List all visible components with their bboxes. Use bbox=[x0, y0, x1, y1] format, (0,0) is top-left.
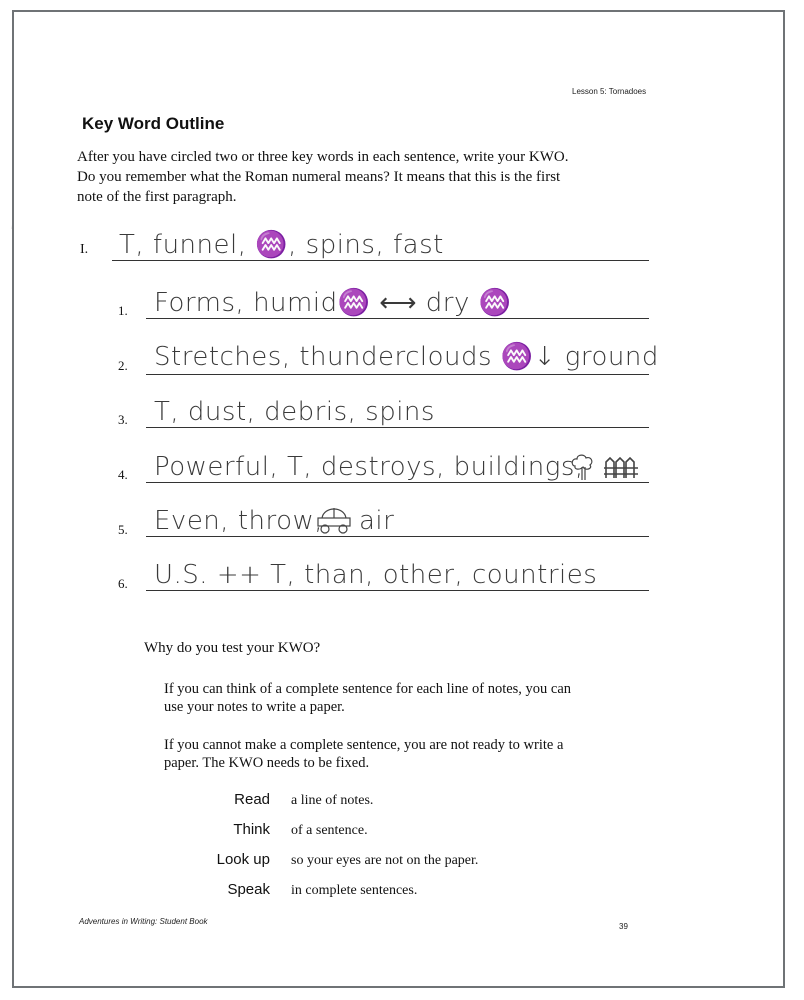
outline-number-1: 1. bbox=[118, 303, 128, 318]
outline-number-2: 2. bbox=[118, 358, 128, 373]
tree-sketch-icon bbox=[569, 452, 597, 482]
handwritten-note-5a: Even, throw, bbox=[154, 506, 324, 536]
outline-line-roman bbox=[112, 260, 649, 261]
intro-line-1: After you have circled two or three key words in each sentence, write your KWO. bbox=[77, 149, 569, 165]
step-desc-think: of a sentence. bbox=[291, 823, 368, 838]
outline-line-4 bbox=[146, 482, 649, 483]
test-para1-line1: If you can think of a complete sentence for each line of notes, you can bbox=[164, 681, 572, 697]
test-para1-line2: use your notes to write a paper. bbox=[164, 699, 345, 715]
outline-number-3: 3. bbox=[118, 412, 128, 427]
outline-line-5 bbox=[146, 536, 649, 537]
outline-line-1 bbox=[146, 318, 649, 319]
page-title: Key Word Outline bbox=[82, 114, 225, 133]
car-sketch-icon bbox=[314, 502, 354, 536]
test-question: Why do you test your KWO? bbox=[144, 640, 321, 656]
step-desc-look-up: so your eyes are not on the paper. bbox=[291, 853, 479, 868]
test-para2-line2: paper. The KWO needs to be fixed. bbox=[164, 755, 370, 771]
page-number: 39 bbox=[619, 922, 628, 931]
lesson-header: Lesson 5: Tornadoes bbox=[572, 87, 647, 96]
footer-book-title: Adventures in Writing: Student Book bbox=[79, 917, 208, 926]
handwritten-note-6: U.S. ++ T, than, other, countries bbox=[154, 560, 598, 590]
outline-roman-numeral: I. bbox=[80, 242, 89, 257]
handwritten-note-2: Stretches, thunderclouds ♒↓ ground bbox=[154, 342, 659, 372]
outline-number-6: 6. bbox=[118, 576, 128, 591]
handwritten-note-3: T, dust, debris, spins bbox=[154, 397, 435, 427]
step-desc-read: a line of notes. bbox=[291, 793, 374, 808]
outline-number-4: 4. bbox=[118, 467, 128, 482]
test-para2-line1: If you cannot make a complete sentence, you are not ready to write a bbox=[164, 737, 564, 753]
step-word-think: Think bbox=[233, 821, 270, 838]
intro-line-3: note of the first paragraph. bbox=[77, 189, 237, 205]
fence-sketch-icon bbox=[604, 456, 640, 480]
outline-number-5: 5. bbox=[118, 522, 128, 537]
handwritten-note-1: Forms, humid♒ ⟷ dry ♒ bbox=[154, 288, 512, 318]
outline-line-2 bbox=[146, 374, 649, 375]
step-word-read: Read bbox=[234, 791, 270, 808]
handwritten-note-5b: air bbox=[359, 506, 395, 536]
handwritten-note-4: Powerful, T, destroys, buildings, bbox=[154, 452, 584, 482]
outline-line-3 bbox=[146, 427, 649, 428]
handwritten-note-roman: T, funnel, ♒, spins, fast bbox=[119, 230, 444, 260]
step-desc-speak: in complete sentences. bbox=[291, 883, 418, 898]
intro-line-2: Do you remember what the Roman numeral means? It means that this is the first bbox=[77, 169, 561, 185]
worksheet-page bbox=[12, 10, 785, 988]
step-word-speak: Speak bbox=[227, 881, 270, 898]
step-word-look-up: Look up bbox=[216, 851, 270, 868]
outline-line-6 bbox=[146, 590, 649, 591]
